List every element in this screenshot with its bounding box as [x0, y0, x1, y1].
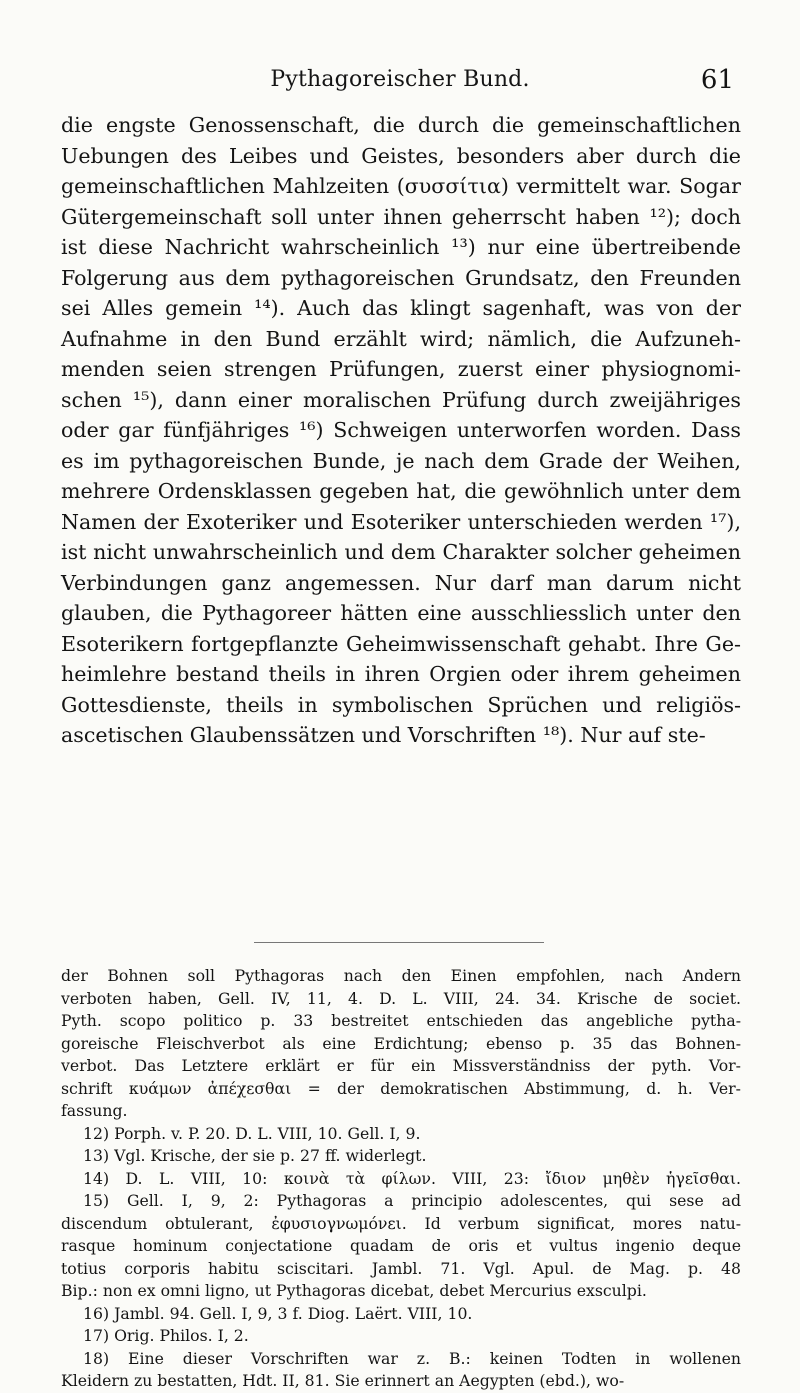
footnote-line: goreische Fleischverbot als eine Erdichtung; ebenso p. 35 das Bohnen- [61, 1033, 741, 1053]
footnote-line: discendum obtulerant, ἐφυσιογνωμόνει. Id verbum significat, mores natu- [61, 1213, 741, 1233]
footnote-line: der Bohnen soll Pythagoras nach den Einen empfohlen, nach Andern [61, 966, 741, 985]
text-line: glauben, die Pythagoreer hätten eine ausschliesslich unter den [61, 601, 741, 625]
text-line: mehrere Ordensklassen gegeben hat, die gewöhnlich unter dem [61, 479, 741, 503]
text-line: die engste Genossenschaft, die durch die gemeinschaftlichen [61, 113, 741, 137]
footnote-14: 14) D. L. VIII, 10: κοινὰ τὰ φίλων. VIII, 23: ἴδιον μηθὲν ἡγεῖσθαι. [83, 1168, 741, 1188]
text-line: Namen der Exoteriker und Esoteriker unterschieden werden ¹⁷), [61, 509, 741, 534]
text-line: Aufnahme in den Bund erzählt wird; nämlich, die Aufzuneh- [61, 326, 741, 351]
footnote-16: 16) Jambl. 94. Gell. I, 9, 3 f. Diog. Laërt. VIII, 10. [83, 1303, 473, 1323]
text-line: ist diese Nachricht wahrscheinlich ¹³) nur eine übertreibende [61, 235, 741, 259]
footnote-17: 17) Orig. Philos. I, 2. [83, 1326, 249, 1345]
footnote-15: 15) Gell. I, 9, 2: Pythagoras a principio adolescentes, qui sese ad [83, 1191, 741, 1210]
footnote-12: 12) Porph. v. P. 20. D. L. VIII, 10. Gell. I, 9. [83, 1123, 421, 1143]
footnotes [61, 965, 741, 1393]
text-line: Verbindungen ganz angemessen. Nur darf man darum nicht [61, 570, 741, 595]
text-line: Esoterikern fortgepflanzte Geheimwissenschaft gehabt. Ihre Ge- [61, 631, 741, 656]
text-line: ascetischen Glaubenssätzen und Vorschriften ¹⁸). Nur auf ste- [61, 723, 706, 747]
text-line: oder gar fünfjähriges ¹⁶) Schweigen unterworfen worden. Dass [61, 418, 741, 442]
footnote-line: fassung. [61, 1101, 128, 1120]
running-head [0, 64, 800, 96]
text-line: Gottesdienste, theils in symbolischen Sprüchen und religiös- [61, 692, 741, 717]
footnote-line: schrift κυάμων ἀπέχεσθαι = der demokratischen Abstimmung, d. h. Ver- [61, 1078, 741, 1098]
text-line: sei Alles gemein ¹⁴). Auch das klingt sagenhaft, was von der [61, 296, 741, 320]
footnote-line: Pyth. scopo politico p. 33 bestreitet entschieden das angebliche pytha- [61, 1011, 741, 1030]
footnote-line: Bip.: non ex omni ligno, ut Pythagoras dicebat, debet Mercurius exsculpi. [61, 1281, 647, 1300]
running-title: Pythagoreischer Bund. [270, 67, 530, 92]
footnote-separator [254, 942, 544, 943]
text-line: Folgerung aus dem pythagoreischen Grundsatz, den Freunden [61, 265, 741, 290]
footnote-13: 13) Vgl. Krische, der sie p. 27 ff. widerlegt. [83, 1146, 427, 1165]
footnote-line: rasque hominum conjectatione quadam de oris et vultus ingenio deque [61, 1236, 741, 1255]
footnote-line: totius corporis habitu sciscitari. Jambl. 71. Vgl. Apul. de Mag. p. 48 [61, 1258, 741, 1278]
text-line: schen ¹⁵), dann einer moralischen Prüfung durch zweijähriges [61, 387, 741, 412]
footnote-line: verbot. Das Letztere erklärt er für ein Missverständniss der pyth. Vor- [61, 1056, 741, 1075]
text-line: Uebungen des Leibes und Geistes, besonders aber durch die [61, 143, 741, 168]
text-line: heimlehre bestand theils in ihren Orgien oder ihrem geheimen [61, 662, 741, 686]
text-line: menden seien strengen Prüfungen, zuerst einer physiognomi- [61, 357, 741, 381]
page-number: 61 [700, 65, 734, 95]
footnote-line: verboten haben, Gell. IV, 11, 4. D. L. VIII, 24. 34. Krische de societ. [61, 988, 741, 1008]
main-text [61, 110, 741, 751]
text-line: ist nicht unwahrscheinlich und dem Charakter solcher geheimen [61, 540, 741, 564]
footnote-18: 18) Eine dieser Vorschriften war z. B.: keinen Todten in wollenen [83, 1348, 741, 1368]
footnote-line: Kleidern zu bestatten, Hdt. II, 81. Sie erinnert an Aegypten (ebd.), wo- [61, 1371, 625, 1390]
text-line: Gütergemeinschaft soll unter ihnen geherrscht haben ¹²); doch [61, 204, 741, 229]
text-line: gemeinschaftlichen Mahlzeiten (συσσίτια) vermittelt war. Sogar [61, 174, 741, 198]
text-line: es im pythagoreischen Bunde, je nach dem Grade der Weihen, [61, 448, 741, 473]
